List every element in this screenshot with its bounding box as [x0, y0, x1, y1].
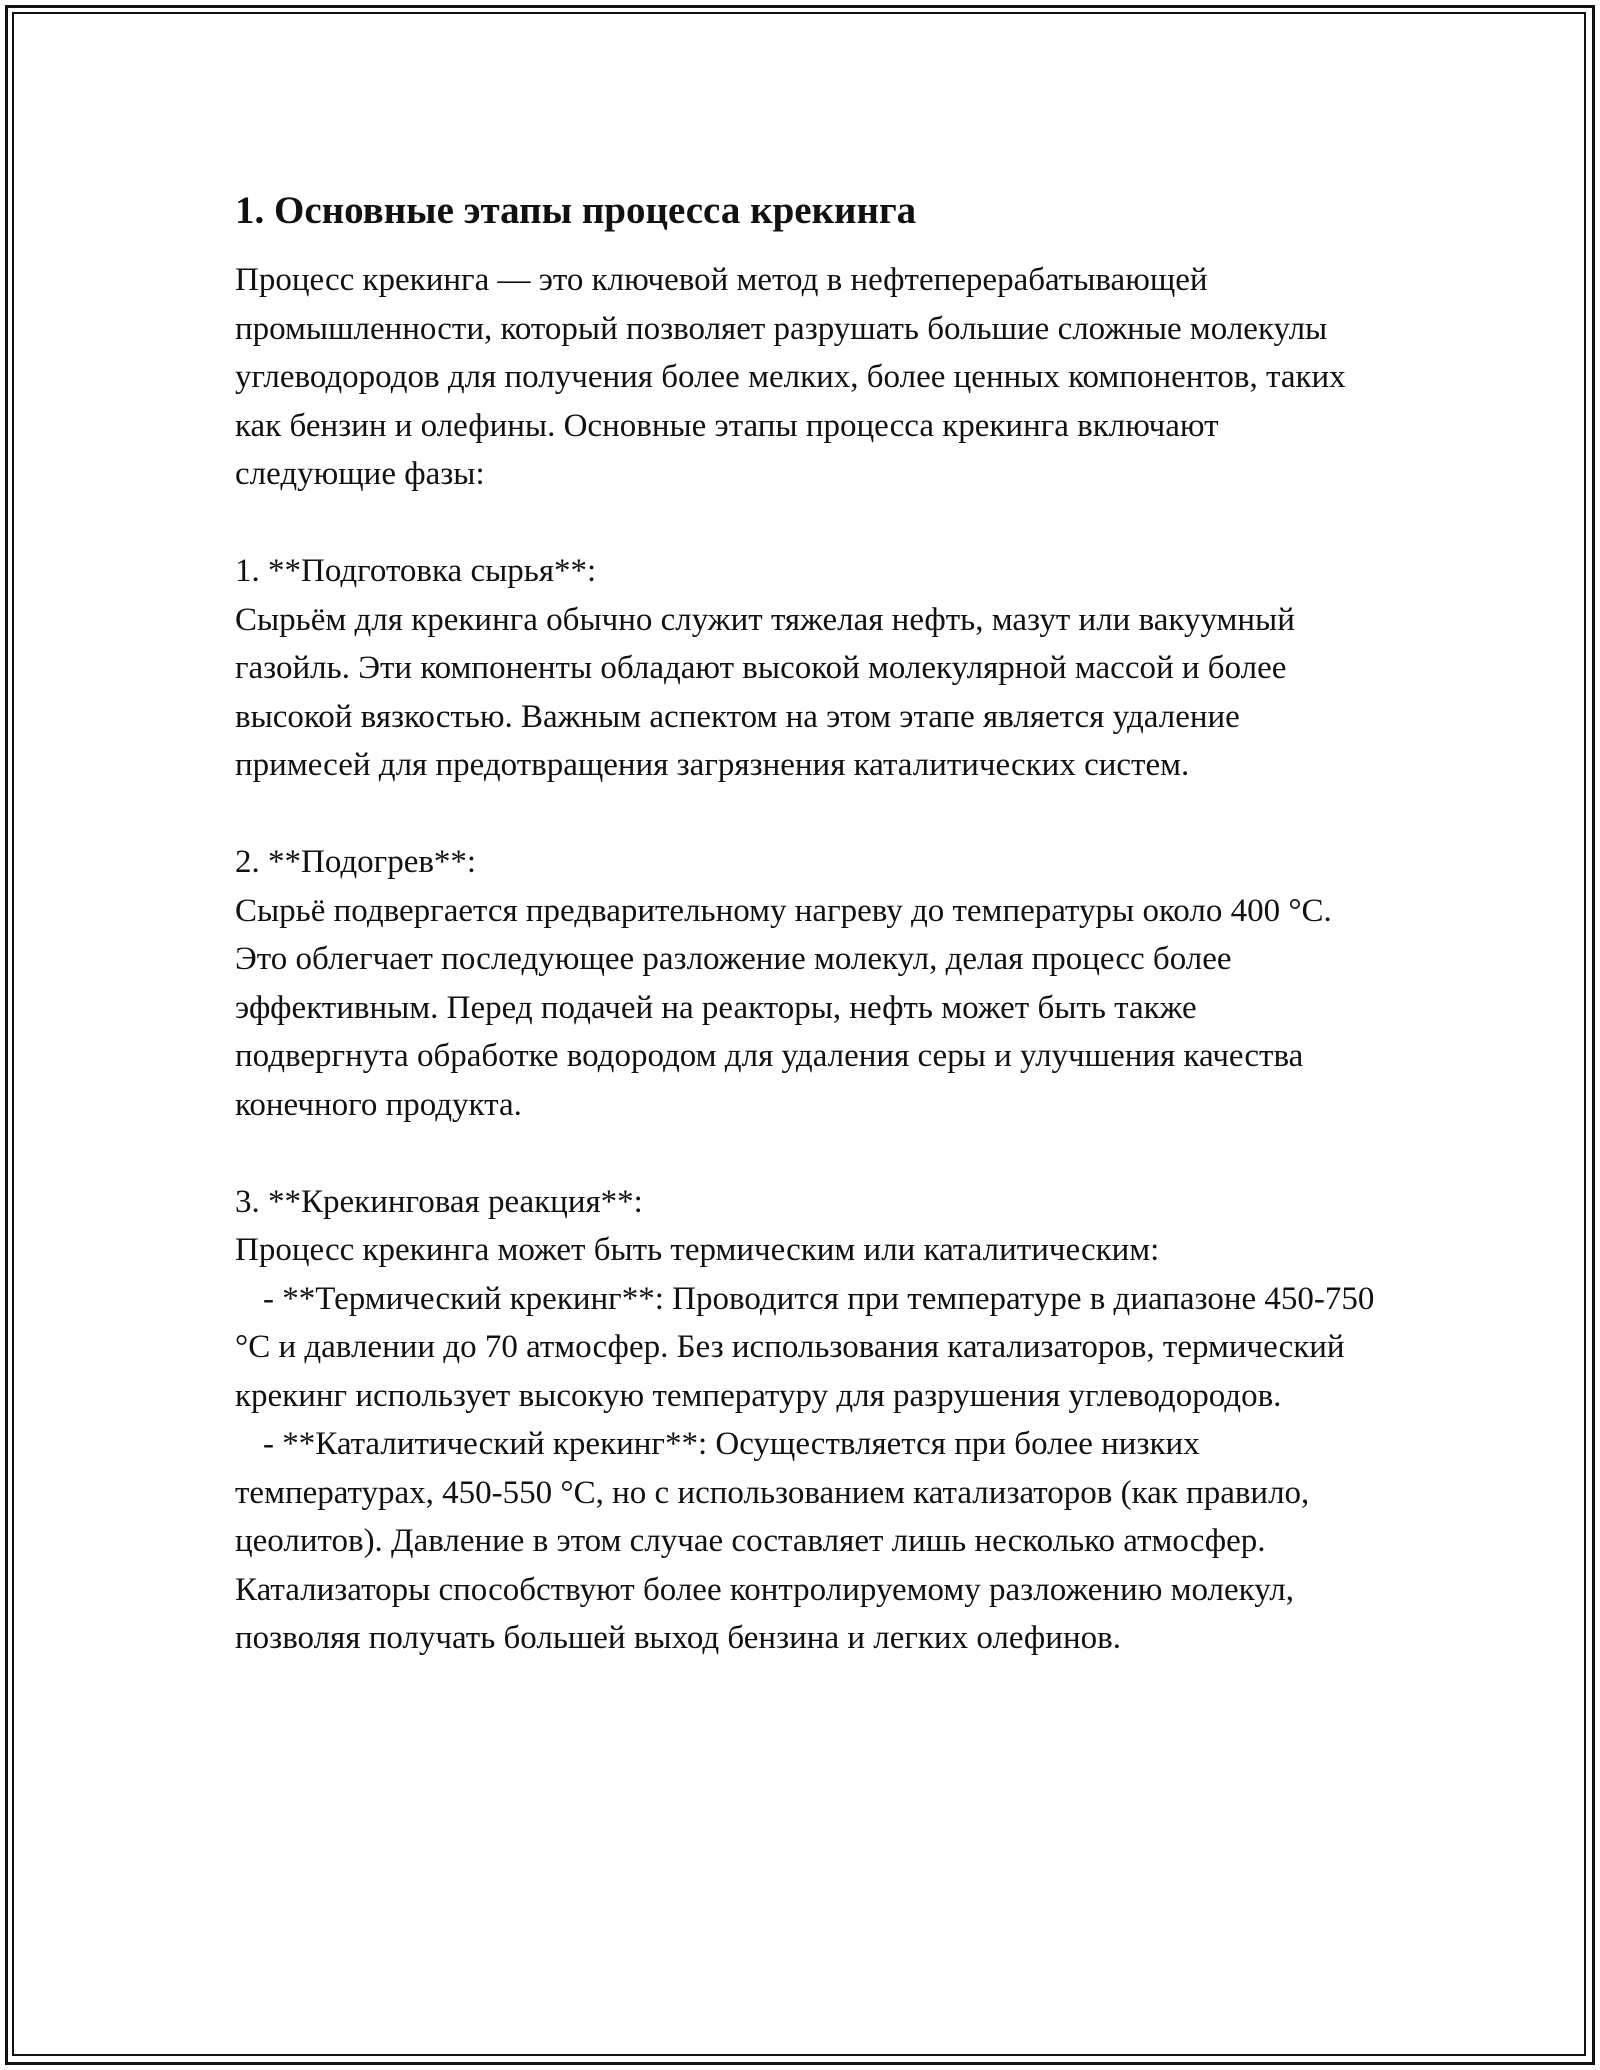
intro-paragraph: Процесс крекинга — это ключевой метод в нефтеперерабатывающей промышленности, который позволяет разрушать большие сложные молекулы углеводородов для получения более мелких, более ценных компонентов, таких как бензин и олефины. Основные этапы процесса крекинга включают следующие фазы:	[235, 262, 1346, 492]
section-body-2: Сырьё подвергается предварительному нагреву до температуры около 400 °C. Это облегчает последующее разложение молекул, делая процесс более эффективным. Перед подачей на реакторы, нефть может быть также подвергнута обработке водородом для удаления серы и улучшения качества конечного продукта.	[235, 892, 1332, 1123]
document-heading: 1. Основные этапы процесса крекинга	[235, 189, 917, 232]
paragraph-gap	[235, 790, 1375, 839]
list-item-catalytic: - **Каталитический крекинг**: Осуществляется при более низких температурах, 450-550 °C, но с использованием катализаторов (как правило, цеолитов). Давление в этом случае составляет лишь несколько атмосфер. Катализаторы способствуют более контролируемому разложению молекул, позволяя получать большей выход бензина и легких олефинов.	[235, 1426, 1310, 1656]
paragraph-gap	[235, 1129, 1375, 1178]
section-body-1: Сырьём для крекинга обычно служит тяжелая нефть, мазут или вакуумный газойль. Эти компоненты обладают высокой молекулярной массой и более высокой вязкостью. Важным аспектом на этом этапе является удаление примесей для предотвращения загрязнения каталитических систем.	[235, 601, 1295, 783]
section-title-3: 3. **Крекинговая реакция**:	[235, 1183, 643, 1220]
section-body-3: Процесс крекинга может быть термическим или каталитическим:	[235, 1232, 1160, 1268]
list-item-thermal: - **Термический крекинг**: Проводится при температуре в диапазоне 450-750 °C и давлении до 70 атмосфер. Без использования катализаторов, термический крекинг использует высокую температуру для разрушения углеводородов.	[235, 1280, 1375, 1414]
paragraph-gap	[235, 499, 1375, 548]
section-title-2: 2. **Подогрев**:	[235, 844, 477, 880]
document-body	[235, 186, 1375, 1663]
section-title-1: 1. **Подготовка сырья**:	[235, 553, 597, 589]
